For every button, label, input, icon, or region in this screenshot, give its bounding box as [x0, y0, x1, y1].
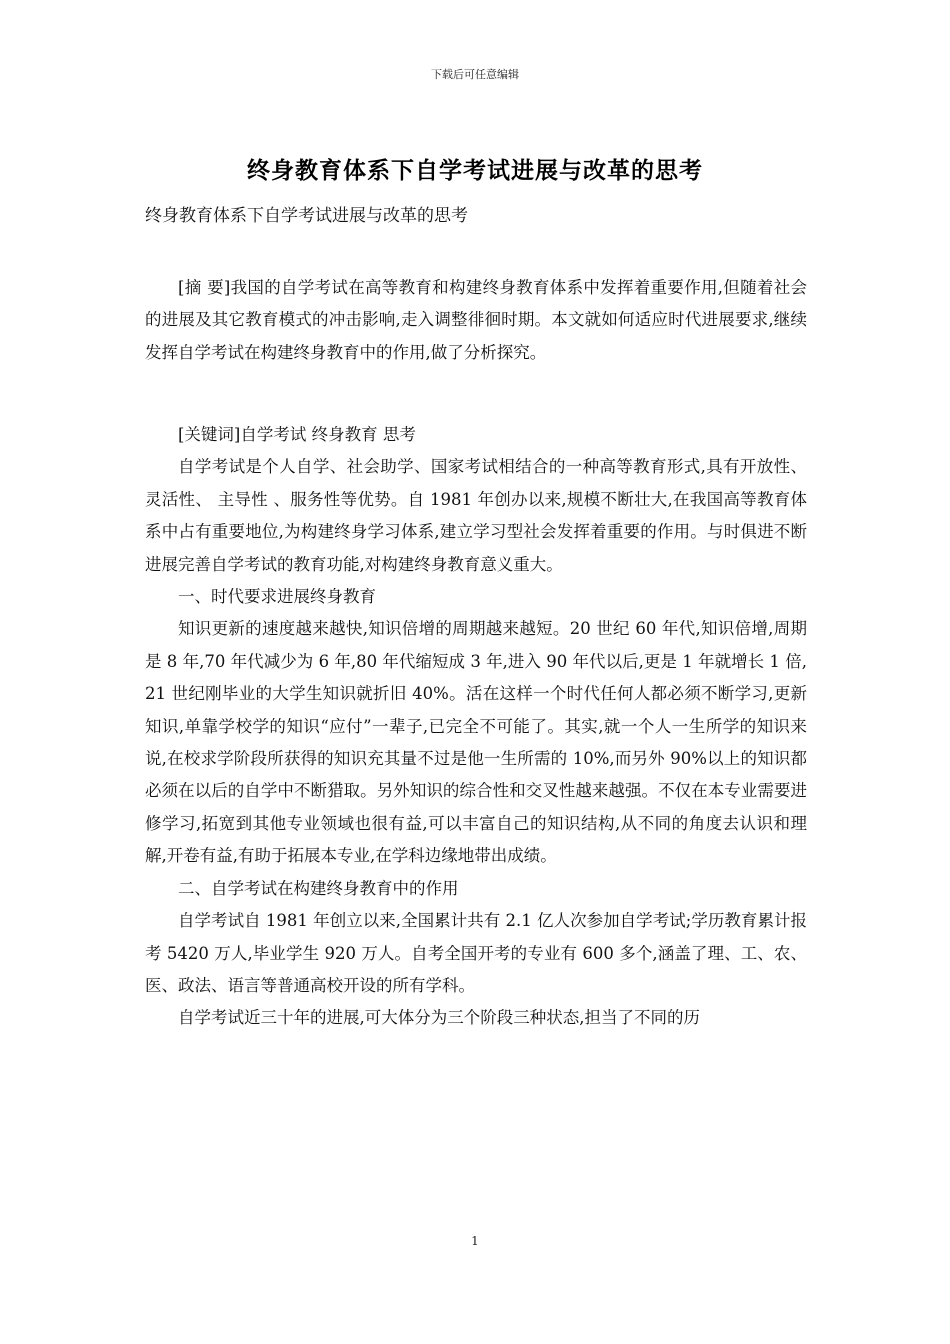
main-body — [145, 419, 807, 1035]
body-paragraph-history: 自学考试近三十年的进展,可大体分为三个阶段三种状态,担当了不同的历 — [178, 1008, 700, 1028]
section-heading-2: 二、自学考试在构建终身教育中的作用 — [178, 878, 459, 898]
abstract-section — [145, 272, 807, 369]
body-paragraph-intro: 自学考试是个人自学、社会助学、国家考试相结合的一种高等教育形式,具有开放性、灵活性、 主导性 、服务性等优势。自 1981 年创办以来,规模不断壮大,在我国高等教育体系中占有重要地位,为构建终身学习体系,建立学习型社会发挥着重要的作用。与时俱进不断进展完善自学考试的教育功能,对构建终身教育意义重大。 — [145, 457, 807, 574]
document-subtitle: 终身教育体系下自学考试进展与改革的思考 — [145, 206, 468, 226]
section-heading-1: 一、时代要求进展终身教育 — [178, 587, 376, 607]
keywords-line: [关键词]自学考试 终身教育 思考 — [178, 425, 416, 444]
header-note: 下载后可任意编辑 — [431, 68, 519, 81]
page-number: 1 — [471, 1234, 479, 1248]
body-paragraph-knowledge: 知识更新的速度越来越快,知识倍增的周期越来越短。20 世纪 60 年代,知识倍增,周期是 8 年,70 年代减少为 6 年,80 年代缩短成 3 年,进入 90 年代以后,更是 1 年就增长 1 倍,21 世纪刚毕业的大学生知识就折旧 40%。活在这样一个时代任何人都必须不断学习,更新知识,单靠学校学的知识“应付”一辈子,已完全不可能了。其实,就一个人一生所学的知识来说,在校求学阶段所获得的知识充其量不过是他一生所需的 10%,而另外 90%以上的知识都必须在以后的自学中不断猎取。另外知识的综合性和交叉性越来越强。不仅在本专业需要进修学习,拓宽到其他专业领域也很有益,可以丰富自己的知识结构,从不同的角度去认识和理解,开卷有益,有助于拓展本专业,在学科边缘地带出成绩。 — [145, 619, 807, 866]
document-title: 终身教育体系下自学考试进展与改革的思考 — [247, 158, 703, 184]
body-paragraph-statistics: 自学考试自 1981 年创立以来,全国累计共有 2.1 亿人次参加自学考试;学历教育累计报考 5420 万人,毕业学生 920 万人。自考全国开考的专业有 600 多个,涵盖了理、工、农、医、政法、语言等普通高校开设的所有学科。 — [145, 911, 807, 995]
abstract-paragraph: [摘 要]我国的自学考试在高等教育和构建终身教育体系中发挥着重要作用,但随着社会的进展及其它教育模式的冲击影响,走入调整徘徊时期。本文就如何适应时代进展要求,继续发挥自学考试在构建终身教育中的作用,做了分析探究。 — [145, 278, 807, 362]
